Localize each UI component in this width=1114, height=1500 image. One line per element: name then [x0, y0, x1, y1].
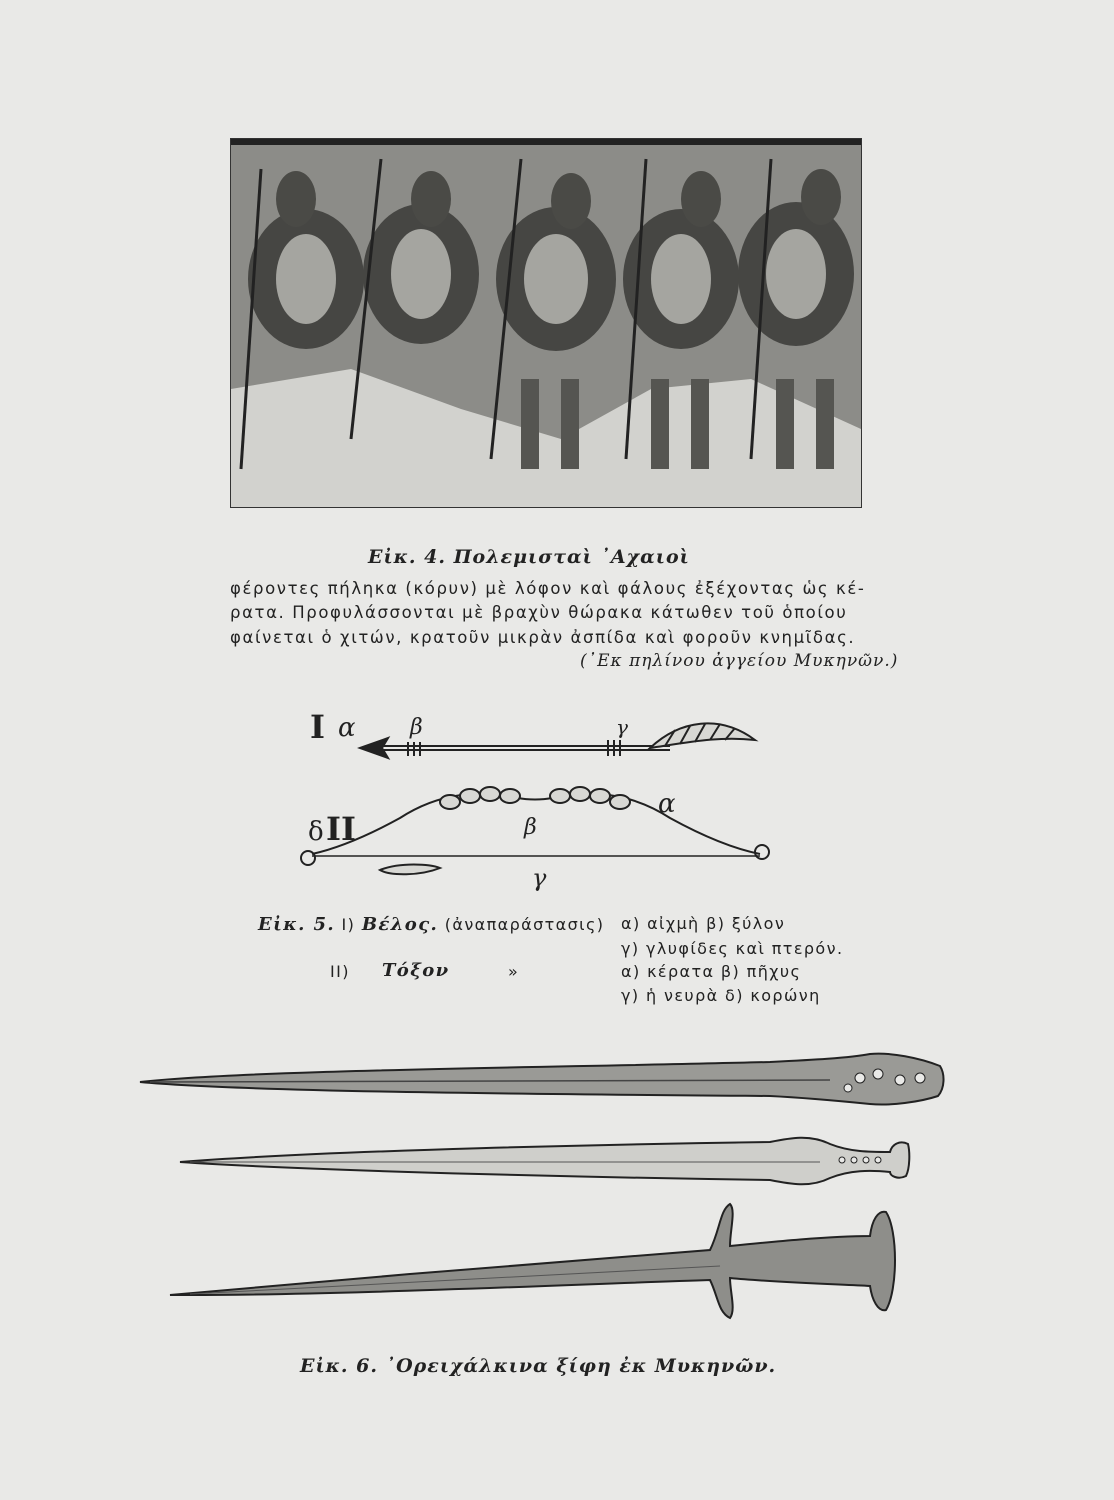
bow-label-alpha: α	[658, 789, 676, 819]
arrow-label-roman: I	[310, 708, 325, 746]
figure-4-source: (᾿Εκ πηλίνου ἀγγείου Μυκηνῶν.)	[580, 651, 899, 671]
figure-6-caption: Εἰκ. 6. ᾿Ορειχάλκινα ξίφη ἐκ Μυκηνῶν.	[300, 1355, 777, 1377]
figure-5-caption-row-1	[258, 914, 604, 935]
sword-1	[130, 1040, 960, 1120]
arrow-label-beta: β	[410, 715, 423, 740]
swords-illustration	[130, 1020, 960, 1330]
item-2-title-wrap	[382, 960, 450, 981]
sword-2	[130, 1130, 960, 1200]
bow-label-delta: δ	[308, 817, 324, 847]
figure-4-text-line-1: φέροντες πήληκα (κόρυν) μὲ λόφον καὶ φάλους ἐξέχοντας ὡς κέ-	[230, 579, 866, 598]
figure-4-text-line-2: ρατα. Προφυλάσσονται μὲ βραχὺν θώρακα κάτωθεν τοῦ ὁποίου	[230, 603, 848, 622]
item-2-ditto: »	[508, 962, 520, 981]
arrow-label-alpha: α	[338, 713, 356, 743]
figure-4-text-line-3: φαίνεται ὁ χιτών, κρατοῦν μικρὰν ἀσπίδα καὶ φοροῦν κνημῖδας.	[230, 628, 856, 647]
item-1-parts-1: α) αἰχμὴ β) ξύλον	[621, 914, 786, 933]
item-1-note: (ἀναπαράστασις)	[444, 915, 605, 934]
item-2-number: II)	[330, 962, 350, 981]
warriors-vase-image	[230, 138, 862, 508]
item-1-parts-2: γ) γλυφίδες καὶ πτερόν.	[621, 939, 844, 958]
item-2-parts-2: γ) ἡ νευρὰ δ) κορώνη	[621, 986, 821, 1005]
arrow-label-gamma: γ	[616, 715, 628, 739]
bow-label-roman: II	[326, 810, 356, 848]
item-2-title: Τόξον	[382, 960, 450, 981]
sword-3	[130, 1200, 960, 1330]
bow-label-beta: β	[524, 815, 537, 840]
item-2-parts-1: α) κέρατα β) πῆχυς	[621, 962, 802, 981]
figure-4-caption: Εἰκ. 4. Πολεμισταὶ ᾿Αχαιοὶ	[368, 546, 690, 568]
item-1-title: Βέλος.	[361, 914, 439, 935]
figure-5-label: Εἰκ. 5.	[258, 914, 336, 935]
item-1-number: I)	[341, 915, 356, 934]
bow-label-gamma: γ	[532, 864, 547, 892]
arrow-bow-diagram	[290, 700, 790, 900]
